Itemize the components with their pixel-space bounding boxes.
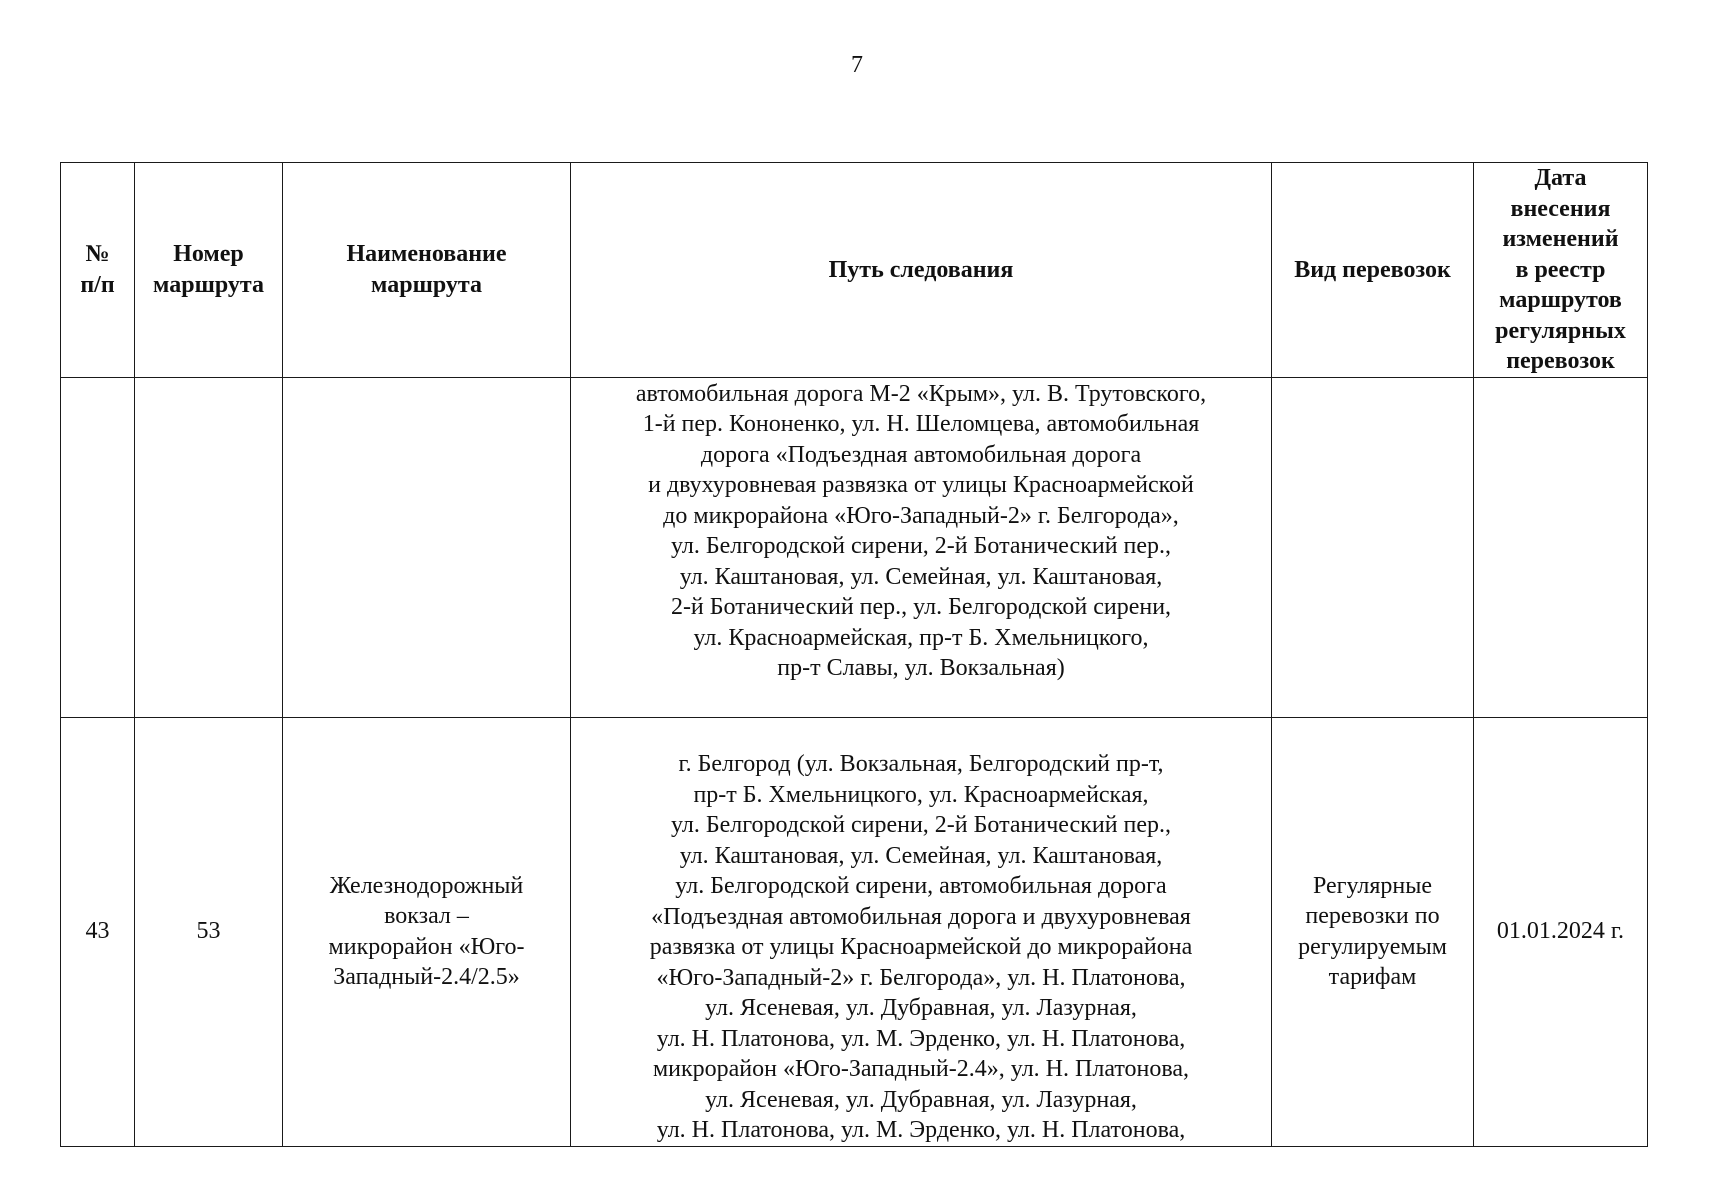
text-line: пр-т Б. Хмельницкого, ул. Красноармейская, bbox=[693, 781, 1149, 808]
text-line: дорога «Подъездная автомобильная дорога bbox=[700, 441, 1142, 468]
cell-route-name bbox=[283, 717, 571, 1146]
cell-change-date bbox=[1474, 377, 1648, 717]
text-line: Западный-2.4/2.5» bbox=[333, 964, 520, 990]
text-line: развязка от улицы Красноармейской до микрорайона bbox=[649, 934, 1193, 960]
cell-change-date: 01.01.2024 г. bbox=[1474, 717, 1648, 1146]
page-number: 7 bbox=[851, 52, 863, 78]
text-line: Наименование bbox=[346, 241, 507, 268]
header-change-date bbox=[1474, 163, 1648, 378]
text-line: в реестр bbox=[1515, 256, 1606, 283]
text-line: ул. Каштановая, ул. Семейная, ул. Каштановая, bbox=[679, 563, 1163, 590]
header-path bbox=[571, 163, 1272, 378]
cell-transport-type bbox=[1272, 377, 1474, 717]
cell-route-number: 53 bbox=[135, 717, 283, 1146]
text-line: ул. Красноармейская, пр-т Б. Хмельницкого, bbox=[693, 624, 1149, 651]
text-line: № bbox=[85, 241, 110, 268]
text-line: вокзал – bbox=[384, 903, 469, 929]
table-row bbox=[61, 377, 1648, 717]
text-line: 1-й пер. Кононенко, ул. Н. Шеломцева, автомобильная bbox=[642, 411, 1200, 437]
text-line: ул. Белгородской сирени, 2-й Ботанический пер., bbox=[670, 533, 1172, 559]
cell-num bbox=[61, 377, 135, 717]
header-num bbox=[61, 163, 135, 378]
header-route-name bbox=[283, 163, 571, 378]
cell-path bbox=[571, 377, 1272, 717]
text-line: Регулярные bbox=[1312, 872, 1433, 899]
cell-path bbox=[571, 717, 1272, 1146]
text-line: ул. Н. Платонова, ул. М. Эрденко, ул. Н. Платонова, bbox=[656, 1025, 1186, 1052]
cell-route-number bbox=[135, 377, 283, 717]
text-line: микрорайон «Юго- bbox=[328, 933, 525, 960]
text-line: Путь следования bbox=[828, 256, 1014, 283]
text-line: ул. Каштановая, ул. Семейная, ул. Каштановая, bbox=[679, 842, 1163, 869]
text-line: ул. Белгородской сирени, 2-й Ботанический пер., bbox=[670, 812, 1172, 838]
text-line: маршрута bbox=[371, 271, 482, 298]
cell-transport-type bbox=[1272, 717, 1474, 1146]
text-line: Дата bbox=[1534, 165, 1587, 191]
text-line: ул. Ясеневая, ул. Дубравная, ул. Лазурная, bbox=[705, 995, 1137, 1021]
text-line: до микрорайона «Юго-Западный-2» г. Белгорода», bbox=[663, 502, 1179, 529]
text-line: «Подъездная автомобильная дорога и двухуровневая bbox=[651, 903, 1191, 930]
text-line: внесения bbox=[1510, 195, 1611, 222]
cell-num: 43 bbox=[61, 717, 135, 1146]
text-line: маршрута bbox=[153, 271, 264, 298]
table-header-row bbox=[61, 163, 1648, 378]
text-line: Вид перевозок bbox=[1294, 256, 1451, 283]
text-line: «Юго-Западный-2» г. Белгорода», ул. Н. Платонова, bbox=[656, 964, 1186, 991]
route-registry-table bbox=[60, 162, 1648, 1147]
header-transport-type bbox=[1272, 163, 1474, 378]
text-line: изменений bbox=[1502, 226, 1619, 252]
text-line: г. Белгород (ул. Вокзальная, Белгородский пр-т, bbox=[678, 751, 1164, 777]
text-line: перевозки по bbox=[1305, 903, 1440, 929]
header-route-number bbox=[135, 163, 283, 378]
text-line: маршрутов bbox=[1499, 287, 1622, 313]
text-line: ул. Н. Платонова, ул. М. Эрденко, ул. Н. Платонова, bbox=[656, 1117, 1186, 1143]
text-line: п/п bbox=[80, 271, 115, 298]
cell-route-name bbox=[283, 377, 571, 717]
text-line: 2-й Ботанический пер., ул. Белгородской сирени, bbox=[670, 594, 1172, 620]
text-line: пр-т Славы, ул. Вокзальная) bbox=[777, 655, 1065, 681]
text-line: регулируемым bbox=[1298, 933, 1447, 960]
text-line: ул. Ясеневая, ул. Дубравная, ул. Лазурная, bbox=[705, 1086, 1137, 1113]
text-line: Железнодорожный bbox=[329, 872, 524, 899]
text-line: ул. Белгородской сирени, автомобильная дорога bbox=[675, 873, 1167, 899]
table-row bbox=[61, 717, 1648, 1146]
text-line: автомобильная дорога М-2 «Крым», ул. В. Трутовского, bbox=[635, 380, 1207, 407]
text-line: регулярных bbox=[1495, 317, 1626, 344]
text-line: микрорайон «Юго-Западный-2.4», ул. Н. Платонова, bbox=[652, 1056, 1190, 1082]
text-line: перевозок bbox=[1506, 348, 1615, 374]
text-line: и двухуровневая развязка от улицы Красноармейской bbox=[648, 472, 1194, 498]
text-line: Номер bbox=[173, 241, 244, 268]
text-line: тарифам bbox=[1328, 964, 1417, 990]
